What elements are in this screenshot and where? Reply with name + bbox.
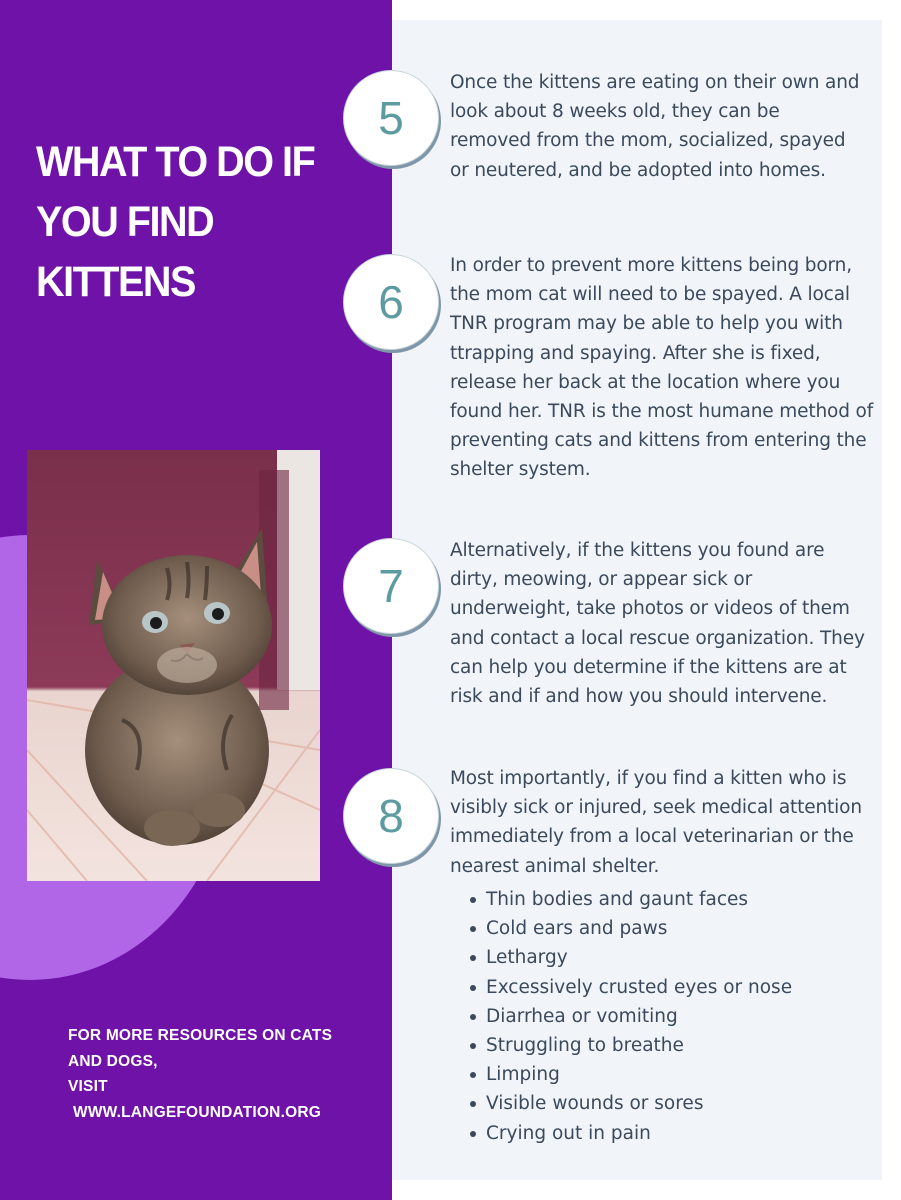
step-6-line: shelter system.	[450, 459, 591, 481]
step-number-6: 6	[343, 254, 439, 350]
step-8-line: nearest animal shelter.	[450, 855, 660, 877]
resources-note	[68, 1023, 368, 1125]
list-item: Lethargy	[470, 943, 870, 972]
kitten-photo	[27, 450, 320, 881]
step-7-line: risk and if and how you should intervene.	[450, 686, 828, 708]
title-line-3: KITTENS	[36, 258, 195, 306]
step-7-line: dirty, meowing, or appear sick or	[450, 569, 753, 591]
step-number-5: 5	[343, 70, 439, 166]
step-6-line: release her back at the location where you	[450, 371, 841, 393]
step-7-text	[450, 536, 880, 711]
step-6-line: found her. TNR is the most humane method of	[450, 401, 874, 423]
step-5-line: or neutered, and be adopted into homes.	[450, 159, 826, 181]
list-item: Crying out in pain	[470, 1119, 870, 1148]
resources-line-2: AND DOGS,	[68, 1052, 158, 1070]
step-5-text	[450, 68, 880, 185]
resources-line-3: VISIT	[68, 1078, 108, 1095]
title-line-1: WHAT TO DO IF	[36, 138, 315, 186]
list-item: Limping	[470, 1060, 870, 1089]
list-item: Diarrhea or vomiting	[470, 1002, 870, 1031]
step-8-line: Most importantly, if you find a kitten who is	[450, 768, 847, 789]
list-item: Cold ears and paws	[470, 914, 870, 943]
step-6-line: TNR program may be able to help you with	[450, 313, 843, 335]
step-5-line: look about 8 weeks old, they can be	[450, 101, 780, 123]
step-7-line: and contact a local rescue organization. They	[450, 627, 865, 649]
step-8-text	[450, 764, 880, 881]
list-item: Excessively crusted eyes or nose	[470, 973, 870, 1002]
step-6-line: In order to prevent more kittens being born,	[450, 255, 852, 276]
title-line-2: YOU FIND	[36, 198, 214, 246]
kitten-illustration	[27, 450, 320, 881]
step-6-line: ttrapping and spaying. After she is fixed,	[450, 342, 821, 364]
step-number-7: 7	[343, 538, 439, 634]
step-7-line: underweight, take photos or videos of them	[450, 598, 850, 620]
step-5-line: Once the kittens are eating on their own and	[450, 72, 860, 93]
resources-url-link[interactable]: WWW.LANGEFOUNDATION.ORG	[73, 1103, 321, 1121]
step-7-line: Alternatively, if the kittens you found are	[450, 540, 825, 561]
symptom-list	[470, 885, 870, 1148]
step-6-line: preventing cats and kittens from entering the	[450, 430, 867, 452]
left-panel	[0, 0, 392, 1200]
step-8-line: immediately from a local veterinarian or the	[450, 826, 854, 848]
page-title	[36, 132, 330, 312]
list-item: Thin bodies and gaunt faces	[470, 885, 870, 914]
step-6-text	[450, 251, 880, 485]
step-5-line: removed from the mom, socialized, spayed	[450, 130, 846, 152]
list-item: Visible wounds or sores	[470, 1089, 870, 1118]
step-number-8: 8	[343, 768, 439, 864]
step-8-line: visibly sick or injured, seek medical attention	[450, 797, 862, 819]
step-7-line: can help you determine if the kittens are at	[450, 656, 847, 678]
list-item: Struggling to breathe	[470, 1031, 870, 1060]
resources-line-1: FOR MORE RESOURCES ON CATS	[68, 1027, 333, 1044]
step-6-line: the mom cat will need to be spayed. A local	[450, 284, 850, 306]
